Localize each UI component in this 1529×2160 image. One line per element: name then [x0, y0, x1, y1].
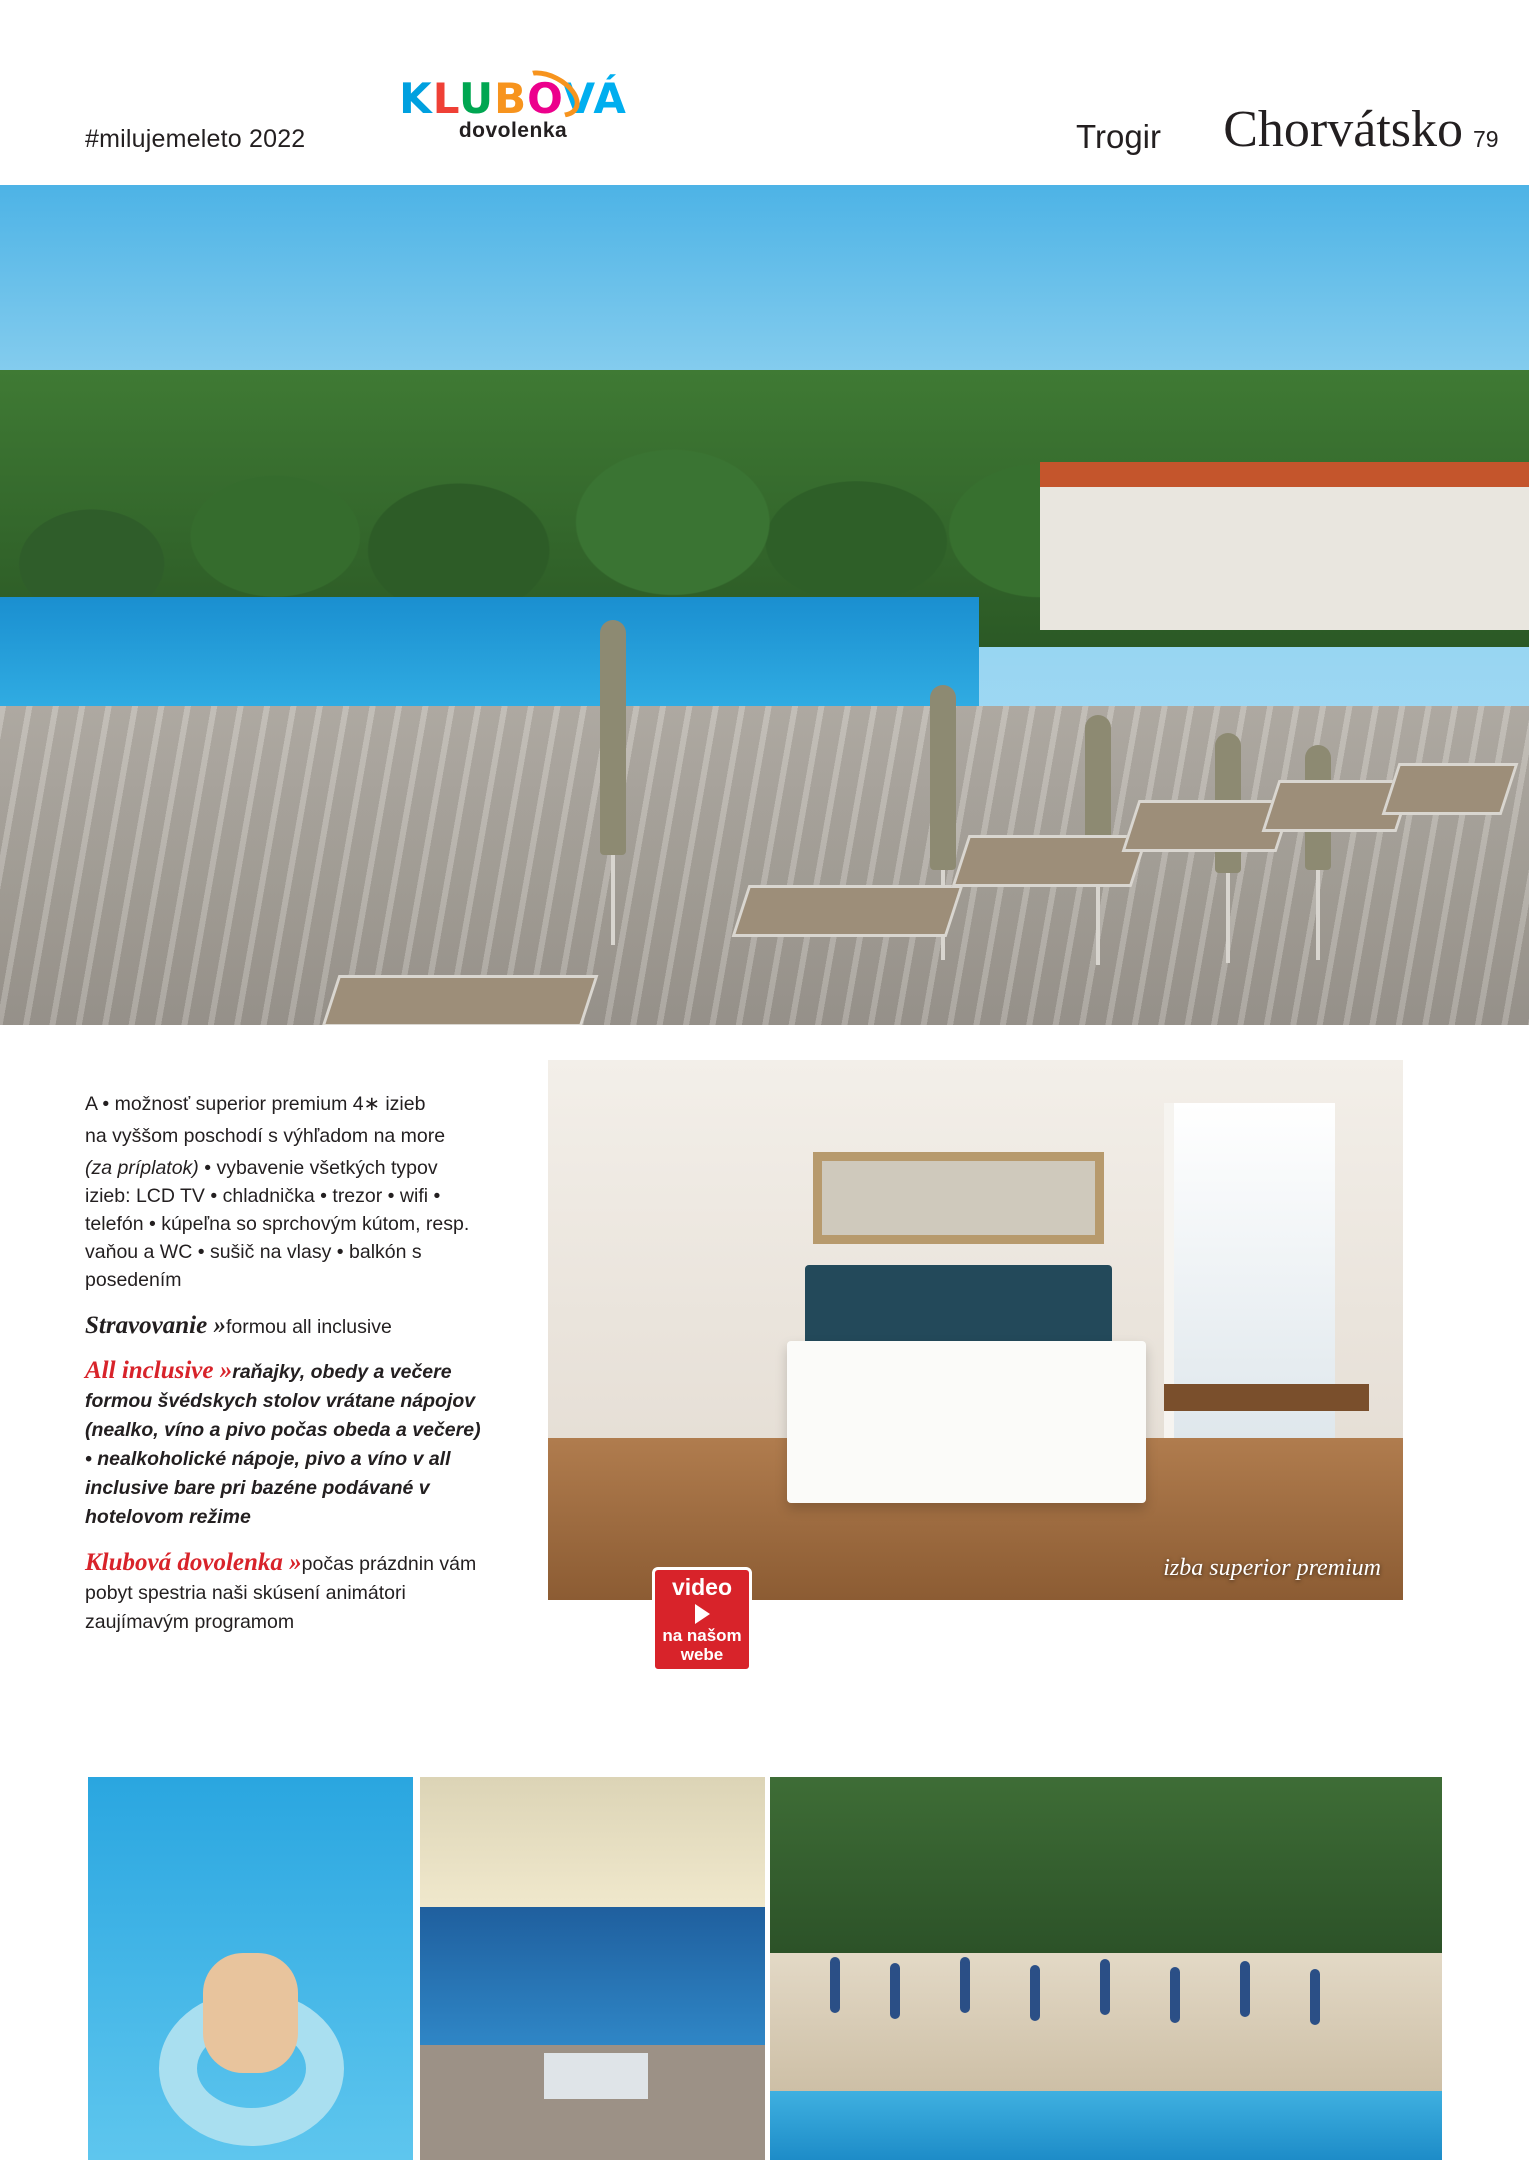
- room-wall-art: [813, 1152, 1104, 1244]
- hero-umbrella: [930, 685, 956, 870]
- all-inclusive-heading: [85, 1357, 485, 1531]
- logo-letter-5: O: [527, 74, 563, 123]
- room-photo: [548, 1060, 1403, 1600]
- intro-paragraph: [85, 1154, 485, 1294]
- bottom-photo-strip: [0, 1765, 1529, 2160]
- intro-line-1: A • možnosť superior premium 4∗ izieb: [85, 1093, 426, 1115]
- page-header: [0, 0, 1529, 185]
- room-headboard: [805, 1265, 1113, 1351]
- beach-parasol: [1030, 1965, 1040, 2021]
- room-photo-caption: izba superior premium: [1163, 1555, 1381, 1581]
- beach-sea: [770, 2091, 1442, 2160]
- hero-pool-deck: [0, 706, 1529, 1025]
- child-figure: [203, 1953, 298, 2073]
- beach-treeline: [770, 1777, 1442, 1953]
- hero-sun-lounger: [732, 885, 964, 937]
- video-badge-word: video: [671, 1574, 733, 1600]
- video-badge-line1: na našom: [662, 1626, 742, 1645]
- hero-sun-lounger: [1382, 763, 1519, 815]
- stravovanie-body: formou all inclusive: [225, 1316, 392, 1338]
- description-copy: [85, 1090, 485, 1640]
- hero-pool-photo: [0, 185, 1529, 1025]
- page-number: 79: [1473, 126, 1499, 152]
- logo-wordmark: [398, 74, 628, 123]
- destination-city: Trogir: [1076, 118, 1161, 155]
- klubova-dovolenka-heading: [85, 1549, 485, 1636]
- hero-sun-lounger: [322, 975, 599, 1025]
- beach-parasol: [1240, 1961, 1250, 2017]
- beach-parasol: [1310, 1969, 1320, 2025]
- intro-italic: (za príplatok): [85, 1157, 199, 1179]
- stravovanie-heading-text: Stravovanie »: [85, 1312, 226, 1339]
- intro-after-italic: • vybavenie všetkých typov: [198, 1157, 438, 1179]
- logo-letter-6: VÁ: [562, 74, 627, 123]
- beach-parasol: [960, 1957, 970, 2013]
- logo-subtitle: dovolenka: [458, 119, 568, 142]
- all-inclusive-heading-text: All inclusive »: [85, 1357, 233, 1384]
- klubova-heading-text: Klubová dovolenka »: [85, 1549, 302, 1576]
- room-desk: [1164, 1384, 1369, 1411]
- all-inclusive-body: raňajky, obedy a večere formou švédskych stolov vrátane nápojov (nealko, víno a pivo počas obeda a večere) • nealkoholické nápoje, pivo a víno v all inclusive bare pri bazéne podávané v hotelovom režime: [85, 1361, 481, 1528]
- terrace-sea: [420, 1907, 765, 2045]
- hero-sun-lounger: [952, 835, 1149, 887]
- stravovanie-heading: [85, 1312, 485, 1341]
- intro-rest: izieb: LCD TV • chladnička • trezor • wifi • telefón • kúpeľna so sprchovým kútom, resp. vaňou a WC • sušič na vlasy • balkón s posedením: [85, 1185, 470, 1291]
- terrace-table: [544, 2053, 648, 2099]
- middle-section: [0, 1025, 1529, 1705]
- destination-country: Chorvátsko: [1223, 101, 1463, 158]
- logo-letter-2: L: [432, 74, 459, 123]
- thumbnail-beach: [770, 1777, 1442, 2160]
- intro-line-2: na vyššom poschodí s výhľadom na more: [85, 1125, 446, 1147]
- video-badge[interactable]: [652, 1567, 752, 1672]
- beach-parasol: [830, 1957, 840, 2013]
- room-bed: [787, 1341, 1146, 1503]
- hashtag-label: #milujemeleto 2022: [85, 125, 306, 153]
- thumbnail-terrace-sea-view: [420, 1777, 765, 2160]
- logo-letter-4: B: [494, 74, 528, 123]
- beach-parasol: [1170, 1967, 1180, 2023]
- beach-parasol: [890, 1963, 900, 2019]
- beach-parasol: [1100, 1959, 1110, 2015]
- logo-letter-3: U: [458, 74, 495, 123]
- logo-letter-1: K: [399, 74, 433, 123]
- terrace-awning: [420, 1777, 765, 1907]
- video-badge-line2: webe: [680, 1645, 724, 1664]
- klubova-body: počas prázdnin vám pobyt spestria naši skúsení animátori zaujímavým programom: [85, 1553, 477, 1633]
- klubova-dovolenka-logo: [398, 74, 628, 142]
- thumbnail-child-in-pool: [88, 1777, 413, 2160]
- hero-umbrella: [600, 620, 626, 855]
- play-icon: [695, 1604, 710, 1624]
- hero-building: [1040, 487, 1529, 630]
